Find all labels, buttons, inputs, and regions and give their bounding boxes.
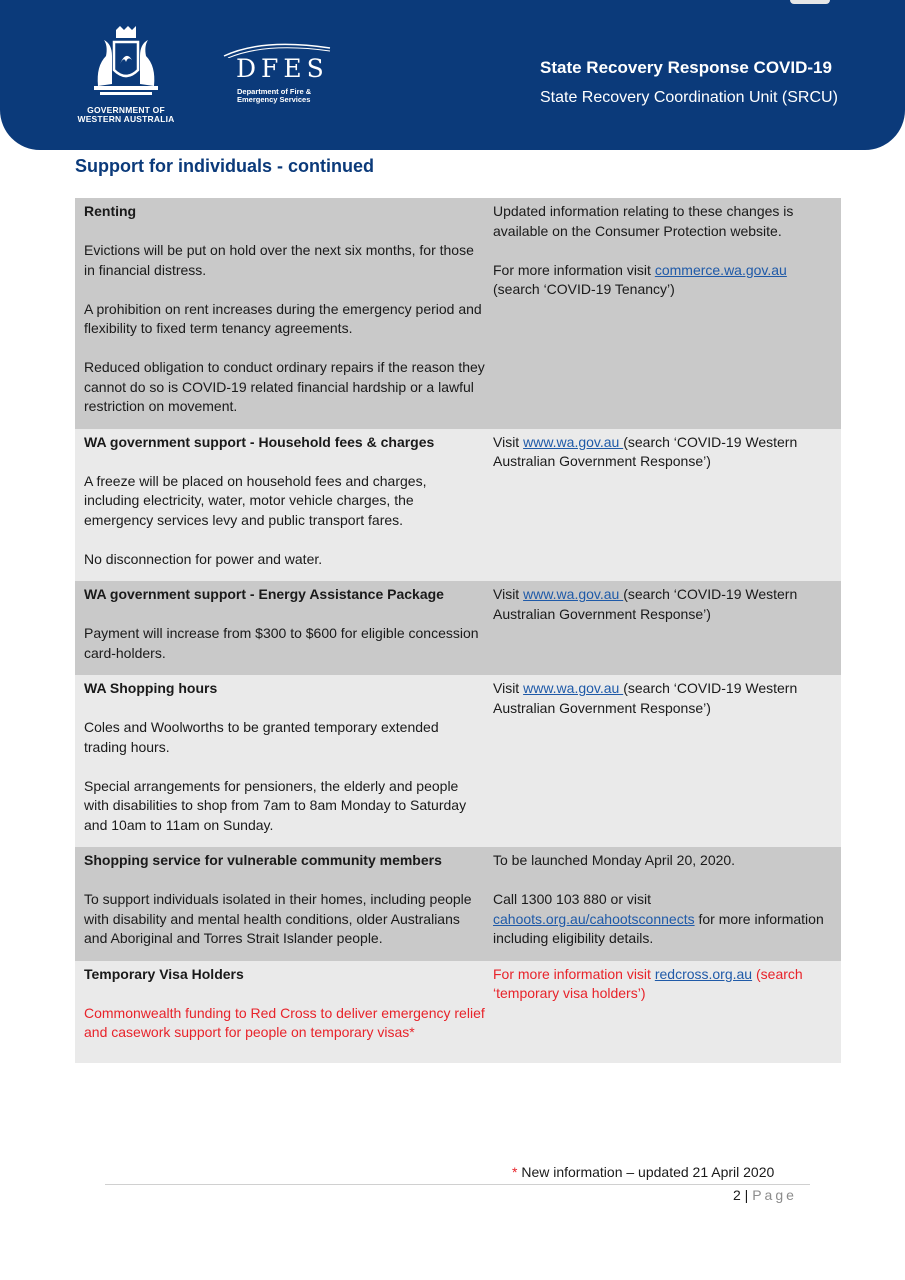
section-title: Support for individuals - continued bbox=[75, 156, 374, 176]
row-text: Coles and Woolworths to be granted temporary extended trading hours. bbox=[84, 719, 439, 755]
row-text: A prohibition on rent increases during the emergency period and flexibility to fixed term tenancy agreements. bbox=[84, 300, 482, 336]
new-info-star: * bbox=[512, 1164, 518, 1180]
row-description bbox=[75, 429, 493, 582]
footer-divider bbox=[105, 1184, 810, 1185]
page-header bbox=[0, 0, 905, 150]
row-heading: Temporary Visa Holders bbox=[84, 965, 244, 982]
wa-gov-link[interactable]: www.wa.gov.au bbox=[523, 680, 624, 696]
row-info-text: To be launched Monday April 20, 2020. bbox=[493, 852, 736, 868]
row-info bbox=[493, 847, 841, 961]
page-label: Page bbox=[752, 1187, 797, 1203]
row-info-link-text: Visit www.wa.gov.au (search ‘COVID-19 Western Australian Government Response’) bbox=[493, 433, 798, 469]
row-info-link-text: Call 1300 103 880 or visit cahoots.org.au/cahootsconnects for more information including eligibility details. bbox=[493, 891, 824, 946]
row-description bbox=[75, 581, 493, 675]
table-row-temporary-visa bbox=[75, 961, 841, 1063]
row-text: Special arrangements for pensioners, the elderly and people with disabilities to shop from 7am to 8am Monday to Saturday and 10am to 11am on Sunday. bbox=[84, 777, 467, 833]
row-heading: WA Shopping hours bbox=[84, 680, 218, 696]
row-description bbox=[75, 675, 493, 847]
table-row-energy-assistance bbox=[75, 581, 841, 675]
dfes-logo-name: DFES bbox=[236, 54, 329, 83]
table-row-shopping-hours bbox=[75, 675, 841, 847]
header-subtitle: State Recovery Coordination Unit (SRCU) bbox=[540, 89, 838, 106]
row-heading: Shopping service for vulnerable community members bbox=[84, 852, 442, 868]
table-row-shopping-service bbox=[75, 847, 841, 961]
header-text-block bbox=[540, 58, 870, 110]
row-text: A freeze will be placed on household fees and charges, including electricity, water, motor vehicle charges, the emergency services levy and public transport fares. bbox=[84, 472, 427, 528]
row-info bbox=[493, 581, 841, 675]
row-heading: Renting bbox=[84, 203, 137, 219]
gov-logo-text: GOVERNMENT OF WESTERN AUSTRALIA bbox=[77, 105, 175, 124]
commerce-wa-link[interactable]: commerce.wa.gov.au bbox=[654, 261, 787, 278]
row-text: To support individuals isolated in their homes, including people with disability and mental health conditions, older Australians and Aboriginal and Torres Strait Islander people. bbox=[84, 891, 472, 946]
row-info-link-text: Visit www.wa.gov.au (search ‘COVID-19 Western Australian Government Response’) bbox=[493, 680, 798, 716]
wa-coat-of-arms-icon bbox=[90, 26, 162, 98]
row-info-text: Updated information relating to these changes is available on the Consumer Protection website. bbox=[493, 203, 794, 239]
table-row-renting bbox=[75, 198, 841, 429]
row-info-link-text: Visit www.wa.gov.au (search ‘COVID-19 Western Australian Government Response’) bbox=[493, 586, 798, 622]
row-info bbox=[493, 961, 841, 1055]
row-description bbox=[75, 847, 493, 961]
row-text: Reduced obligation to conduct ordinary repairs if the reason they cannot do so is COVID-19 related financial hardship or a lawful restriction on movement. bbox=[84, 359, 485, 414]
row-text: No disconnection for power and water. bbox=[84, 550, 323, 567]
row-info-link-text: For more information visit commerce.wa.gov.au (search ‘COVID-19 Tenancy’) bbox=[493, 261, 787, 297]
support-table bbox=[75, 198, 841, 1063]
row-heading: WA government support - Energy Assistance Package bbox=[84, 586, 444, 602]
new-info-text: New information – updated 21 April 2020 bbox=[517, 1164, 775, 1180]
page-number: 2 | Page bbox=[733, 1187, 797, 1203]
row-description bbox=[75, 961, 493, 1055]
government-of-wa-logo bbox=[72, 26, 180, 126]
row-text-new: Commonwealth funding to Red Cross to deliver emergency relief and casework support for people on temporary visas* bbox=[84, 1004, 485, 1040]
wa-gov-link[interactable]: www.wa.gov.au bbox=[523, 433, 624, 450]
row-info bbox=[493, 675, 841, 847]
dfes-logo-subtitle: Department of Fire & Emergency Services bbox=[237, 87, 312, 104]
dfes-logo bbox=[222, 40, 342, 110]
row-info bbox=[493, 429, 841, 582]
new-info-note bbox=[512, 1164, 774, 1180]
row-heading: WA government support - Household fees & charges bbox=[84, 433, 435, 450]
row-info-link-text: For more information visit redcross.org.au (search ‘temporary visa holders’) bbox=[493, 965, 803, 1001]
header-corner-tab bbox=[790, 0, 830, 4]
redcross-link[interactable]: redcross.org.au bbox=[654, 965, 753, 982]
row-text: Payment will increase from $300 to $600 for eligible concession card-holders. bbox=[84, 625, 479, 661]
table-row-household-fees bbox=[75, 429, 841, 582]
wa-gov-link[interactable]: www.wa.gov.au bbox=[523, 586, 624, 602]
cahoots-link[interactable]: cahoots.org.au/cahootsconnects bbox=[493, 910, 695, 927]
row-text: Evictions will be put on hold over the next six months, for those in financial distress. bbox=[84, 242, 474, 278]
header-title: State Recovery Response COVID-19 bbox=[540, 58, 832, 77]
row-description bbox=[75, 198, 493, 429]
row-info bbox=[493, 198, 841, 429]
